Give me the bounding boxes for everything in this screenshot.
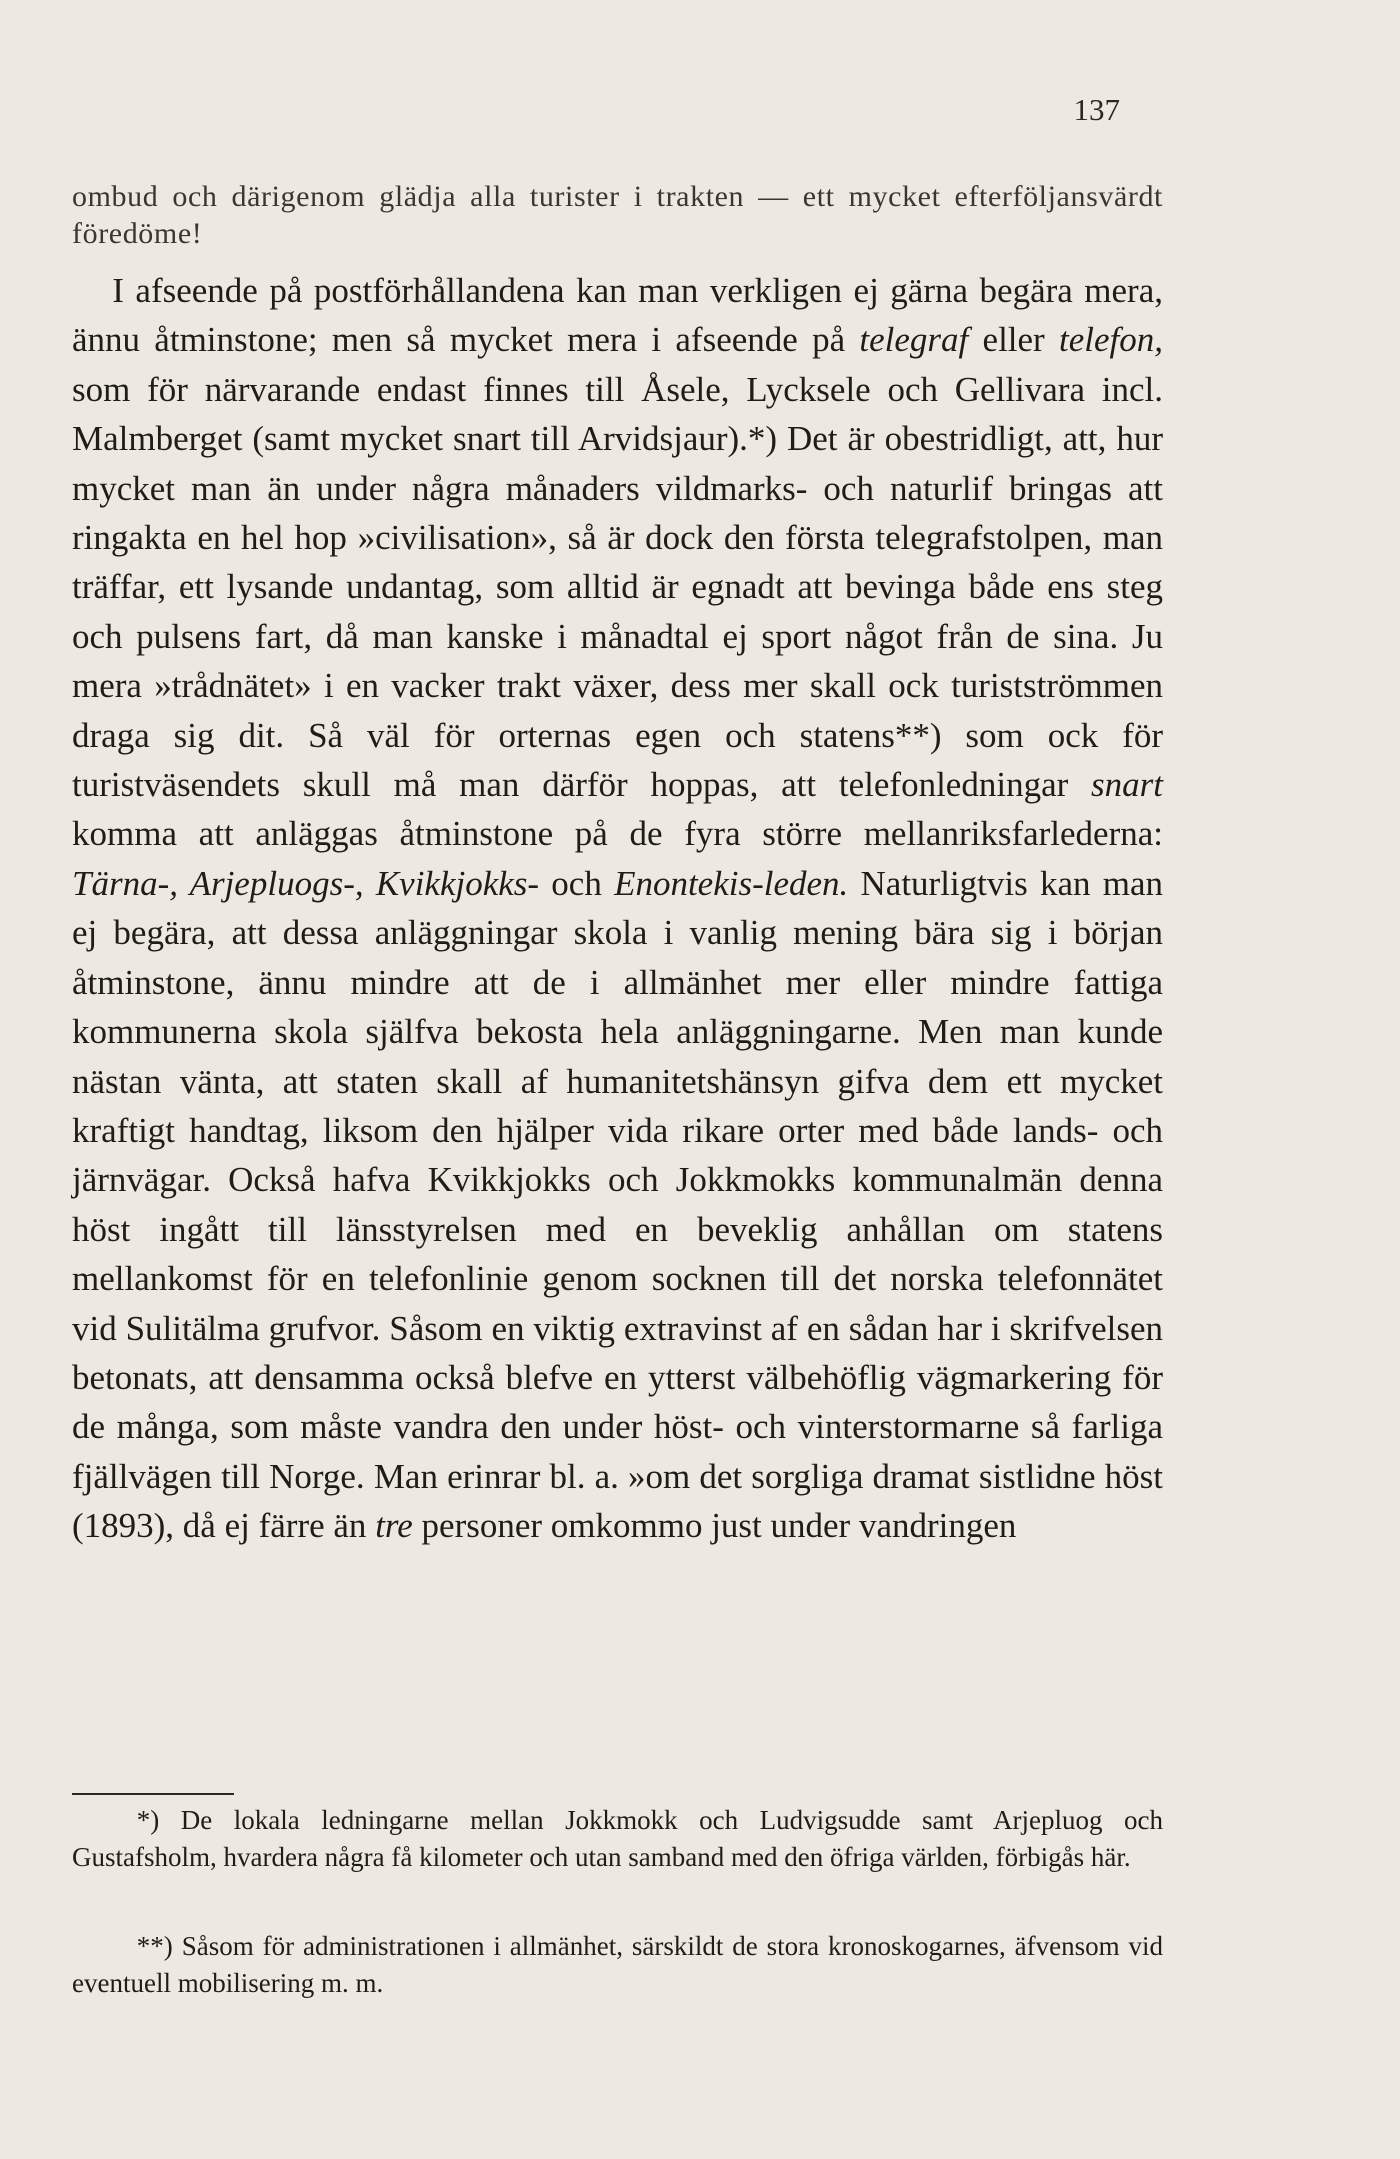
main-text-segment: I afseende på postförhållandena kan man verkligen ej gärna begära mera, ännu åtminstone; men så mycket mera i afseende på [72, 271, 1163, 360]
main-paragraph [72, 266, 1163, 1551]
footnote-1: *) De lokala ledningarne mellan Jokkmokk och Ludvigsudde samt Arjepluog och Gustafsholm, hvardera några få kilometer och utan samband med den öfriga världen, förbigås här. [72, 1805, 1163, 1872]
italic-term-telefon: telefon, [1059, 320, 1163, 360]
main-text-segment: personer omkommo just under vandringen [412, 1506, 1017, 1546]
footnote-divider [72, 1793, 234, 1795]
main-text-segment: och [539, 863, 615, 903]
italic-term-snart: snart [1091, 765, 1163, 805]
main-text-segment: komma att anläggas åtminstone på de fyra större mellanriksfarlederna: [72, 814, 1163, 854]
top-paragraph: ombud och därigenom glädja alla turister i trakten — ett mycket efterföljansvärdt föredöme! [72, 180, 1163, 250]
italic-term-leder: Tärna-, Arjepluogs-, Kvikkjokks- [72, 863, 540, 903]
italic-term-tre: tre [375, 1506, 413, 1546]
main-text-segment: eller [968, 320, 1059, 360]
main-text-segment: som för närvarande endast finnes till Åsele, Lycksele och Gellivara incl. Malmberget (samt mycket snart till Arvidsjaur).*) Det är obestridligt, att, hur mycket man än under några månaders vildmarks- och naturlif bringas att ringakta en hel hop »civilisation», så är dock den första telegrafstolpen, man träffar, ett lysande undantag, som alltid är egnadt att bevinga både ens steg och pulsens fart, då man kanske i månadtal ej sport något från de sina. Ju mera »trådnätet» i en vacker trakt växer, dess mer skall ock turistströmmen draga sig dit. Så väl för orternas egen och statens**) som ock för turistväsendets skull må man därför hoppas, att telefonledningar [72, 369, 1163, 805]
italic-term-enontekis: Enontekis-leden. [614, 863, 849, 903]
main-text-segment: Naturligtvis kan man ej begära, att dessa anläggningar skola i vanlig mening bära sig i början åtminstone, ännu mindre att de i allmänhet mer eller mindre fattiga kommunerna skola själfva bekosta hela anläggningarne. Men man kunde nästan vänta, att staten skall af humanitetshänsyn gifva dem ett mycket kraftigt handtag, liksom den hjälper vida rikare orter med både lands- och järnvägar. Också hafva Kvikkjokks och Jokkmokks kommunalmän denna höst ingått till länsstyrelsen med en beveklig anhållan om statens mellankomst för en telefonlinie genom socknen till det norska telefonnätet vid Sulitälma grufvor. Såsom en viktig extravinst af en sådan har i skrifvelsen betonats, att densamma också blefve en ytterst välbehöflig vägmarkering för de många, som måste vandra den under höst- och vinterstormarne så farliga fjällvägen till Norge. Man erinrar bl. a. »om det sorgliga dramat sistlidne höst (1893), då ej färre än [72, 863, 1163, 1546]
italic-term-telegraf: telegraf [859, 320, 969, 360]
page-number: 137 [1073, 92, 1120, 127]
footnote-2: **) Såsom för administrationen i allmänhet, särskildt de stora kronoskogarnes, äfvensom vid eventuell mobilisering m. m. [72, 1931, 1163, 1998]
